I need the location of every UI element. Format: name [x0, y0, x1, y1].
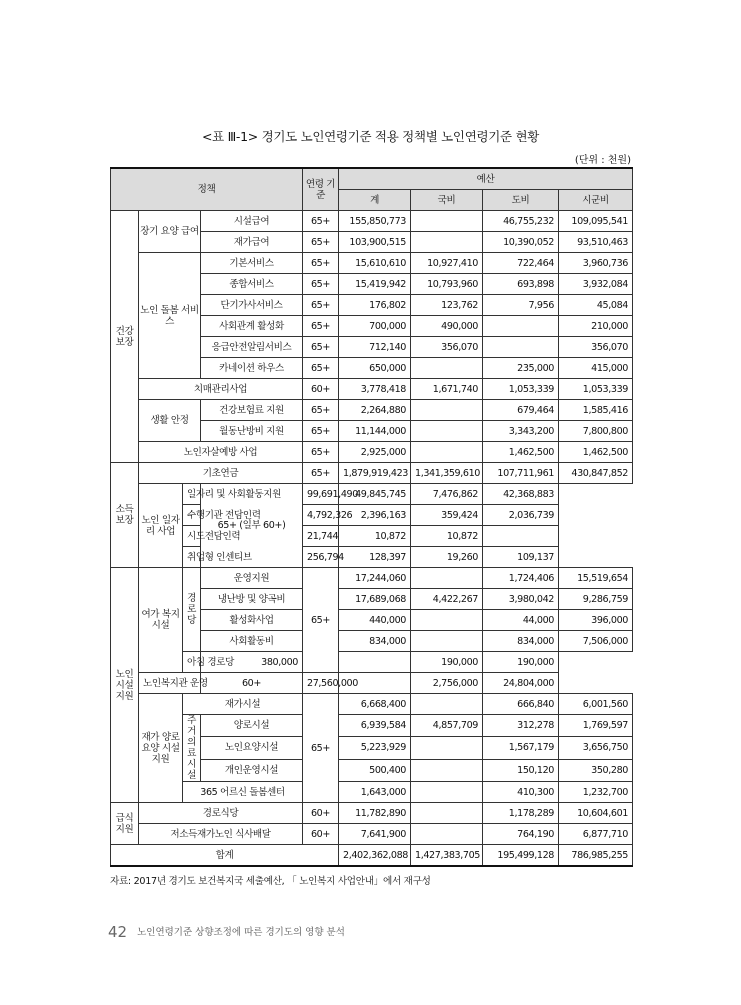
row-age: 65+	[303, 442, 339, 463]
row-province: 107,711,961	[483, 463, 559, 484]
table-row	[111, 253, 633, 274]
row-city: 210,000	[559, 316, 633, 337]
row-city: 1,053,339	[559, 379, 633, 400]
row-province: 1,567,179	[483, 737, 559, 759]
row-name: 기초연금	[139, 463, 303, 484]
row-city: 430,847,852	[559, 463, 633, 484]
row-province: 7,476,862	[411, 484, 483, 505]
group-life: 생활 안정	[139, 400, 201, 442]
header-total: 계	[339, 190, 411, 211]
row-national: 1,671,740	[411, 379, 483, 400]
row-national: 4,857,709	[411, 715, 483, 737]
row-city: 1,585,416	[559, 400, 633, 421]
row-city: 93,510,463	[559, 232, 633, 253]
row-city: 109,095,541	[559, 211, 633, 232]
row-age: 60+	[303, 803, 339, 824]
row-national	[411, 232, 483, 253]
row-total: 650,000	[339, 358, 411, 379]
row-total: 6,939,584	[339, 715, 411, 737]
row-national: 10,927,410	[411, 253, 483, 274]
table-row	[111, 673, 633, 694]
row-province: 1,178,289	[483, 803, 559, 824]
row-name: 단기가사서비스	[201, 295, 303, 316]
row-province: 359,424	[411, 505, 483, 526]
group-job: 노인 일자리 사업	[139, 484, 183, 568]
row-name: 사회활동비	[201, 631, 303, 652]
group-care: 노인 돌봄 서비스	[139, 253, 201, 379]
source-note: 자료: 2017년 경기도 보건복지국 세출예산, 「 노인복지 사업안내」에서 재구성	[110, 876, 431, 887]
budget-table	[110, 167, 633, 867]
table-row	[111, 463, 633, 484]
page-number: 42	[108, 923, 128, 941]
row-name: 수행기관 전담인력	[183, 505, 201, 526]
row-total: 15,610,610	[339, 253, 411, 274]
row-city: 2,036,739	[483, 505, 559, 526]
row-name: 치매관리사업	[139, 379, 303, 400]
table-row	[111, 547, 633, 568]
table-row	[111, 505, 633, 526]
row-city	[483, 526, 559, 547]
row-national	[411, 803, 483, 824]
page-footer	[108, 923, 345, 941]
row-national	[339, 652, 411, 673]
table-row	[111, 568, 633, 589]
row-national	[411, 737, 483, 759]
row-name: 365 어르신 돌봄센터	[183, 782, 303, 803]
row-name: 취업형 인센티브	[183, 547, 201, 568]
table-row	[111, 211, 633, 232]
row-province: 834,000	[483, 631, 559, 652]
row-age: 65+	[303, 253, 339, 274]
row-total: 440,000	[339, 610, 411, 631]
header-budget: 예산	[339, 168, 633, 190]
row-province: 3,980,042	[483, 589, 559, 610]
row-city: 350,280	[559, 759, 633, 781]
row-province: 1,462,500	[483, 442, 559, 463]
row-total: 6,668,400	[339, 694, 411, 715]
row-total: 3,778,418	[339, 379, 411, 400]
row-name: 재가시설	[183, 694, 303, 715]
row-province: 10,390,052	[483, 232, 559, 253]
row-age: 65+	[303, 295, 339, 316]
row-city: 3,932,084	[559, 274, 633, 295]
table-row	[111, 442, 633, 463]
row-total: 5,223,929	[339, 737, 411, 759]
row-city: 6,877,710	[559, 824, 633, 845]
row-total: 176,802	[339, 295, 411, 316]
row-national: 356,070	[411, 337, 483, 358]
sum-city: 786,985,255	[559, 845, 633, 867]
sum-label: 합계	[111, 845, 339, 867]
row-city: 7,800,800	[559, 421, 633, 442]
row-name: 양로시설	[201, 715, 303, 737]
group-meal: 급식 지원	[111, 803, 139, 845]
group-welfare: 노인 시설 지원	[111, 568, 139, 803]
row-name: 시설급여	[201, 211, 303, 232]
row-age: 60+	[201, 673, 303, 694]
row-city: 190,000	[483, 652, 559, 673]
row-age: 60+	[303, 824, 339, 845]
row-province: 10,872	[411, 526, 483, 547]
row-national	[411, 631, 483, 652]
row-national	[411, 782, 483, 803]
row-national: 49,845,745	[339, 484, 411, 505]
header-city: 시군비	[559, 190, 633, 211]
row-total: 2,925,000	[339, 442, 411, 463]
row-province: 1,053,339	[483, 379, 559, 400]
row-province	[483, 316, 559, 337]
row-city: 9,286,759	[559, 589, 633, 610]
group-ltc: 장기 요양 급여	[139, 211, 201, 253]
table-row	[111, 715, 633, 737]
row-province: 693,898	[483, 274, 559, 295]
row-total: 2,264,880	[339, 400, 411, 421]
row-name: 시도전담인력	[183, 526, 201, 547]
row-national: 10,872	[339, 526, 411, 547]
row-age: 65+	[303, 463, 339, 484]
sum-row	[111, 845, 633, 867]
table-row	[111, 526, 633, 547]
unit-label: (단위 : 천원)	[574, 155, 631, 166]
row-national: 123,762	[411, 295, 483, 316]
row-age: 65+	[303, 316, 339, 337]
row-name: 응급안전알림서비스	[201, 337, 303, 358]
group-residence: 재가 양로 요양 시설 지원	[139, 694, 183, 803]
row-city: 15,519,654	[559, 568, 633, 589]
row-province: 666,840	[483, 694, 559, 715]
row-name: 월동난방비 지원	[201, 421, 303, 442]
row-total: 712,140	[339, 337, 411, 358]
row-name: 노인복지관 운영	[139, 673, 201, 694]
row-city: 396,000	[559, 610, 633, 631]
row-total: 834,000	[339, 631, 411, 652]
row-age-merged: 65+	[303, 568, 339, 673]
row-total: 15,419,942	[339, 274, 411, 295]
row-name: 카네이션 하우스	[201, 358, 303, 379]
row-total: 1,643,000	[339, 782, 411, 803]
sum-total: 2,402,362,088	[339, 845, 411, 867]
table-row	[111, 379, 633, 400]
row-province	[483, 337, 559, 358]
row-age: 65+	[303, 400, 339, 421]
table-caption: <표 Ⅲ-1> 경기도 노인연령기준 적용 정책별 노인연령기준 현황	[201, 129, 540, 144]
row-national: 490,000	[411, 316, 483, 337]
group-health: 건강 보장	[111, 211, 139, 463]
row-total: 11,144,000	[339, 421, 411, 442]
row-total: 17,244,060	[339, 568, 411, 589]
row-national	[411, 358, 483, 379]
row-province: 2,756,000	[411, 673, 483, 694]
row-total: 4,792,326	[303, 505, 339, 526]
row-name: 기본서비스	[201, 253, 303, 274]
row-age: 65+	[303, 337, 339, 358]
row-total: 11,782,890	[339, 803, 411, 824]
row-name: 활성화사업	[201, 610, 303, 631]
group-income: 소득 보장	[111, 463, 139, 568]
row-national	[411, 400, 483, 421]
row-national: 1,341,359,610	[411, 463, 483, 484]
header-national: 국비	[411, 190, 483, 211]
row-name: 아침 경로당	[183, 652, 201, 673]
sum-national: 1,427,383,705	[411, 845, 483, 867]
row-age: 65+	[303, 211, 339, 232]
row-province: 190,000	[411, 652, 483, 673]
row-city: 1,462,500	[559, 442, 633, 463]
row-city: 109,137	[483, 547, 559, 568]
table-row	[111, 400, 633, 421]
row-province: 7,956	[483, 295, 559, 316]
row-province: 46,755,232	[483, 211, 559, 232]
row-name: 노인요양시설	[201, 737, 303, 759]
row-national	[411, 610, 483, 631]
row-province: 1,724,406	[483, 568, 559, 589]
table-row	[111, 694, 633, 715]
row-name: 재가급여	[201, 232, 303, 253]
row-total: 99,691,490	[303, 484, 339, 505]
footer-title: 노인연령기준 상향조정에 따른 경기도의 영향 분석	[137, 927, 345, 938]
group-housing: 주거 의료 시설	[183, 715, 201, 782]
header-policy: 정책	[111, 168, 303, 211]
row-name: 냉난방 및 양곡비	[201, 589, 303, 610]
table-row	[111, 782, 633, 803]
row-age: 65+	[303, 421, 339, 442]
row-province: 150,120	[483, 759, 559, 781]
table-row	[111, 824, 633, 845]
row-national: 128,397	[339, 547, 411, 568]
row-age-merged: 65+	[303, 694, 339, 803]
row-national	[411, 421, 483, 442]
table-row	[111, 803, 633, 824]
row-total: 103,900,515	[339, 232, 411, 253]
row-total: 256,794	[303, 547, 339, 568]
row-province: 44,000	[483, 610, 559, 631]
row-national: 2,396,163	[339, 505, 411, 526]
row-national	[411, 568, 483, 589]
table-row	[111, 484, 633, 505]
row-city: 24,804,000	[483, 673, 559, 694]
table-row	[111, 652, 633, 673]
row-national	[411, 759, 483, 781]
row-total: 17,689,068	[339, 589, 411, 610]
row-name: 경로식당	[139, 803, 303, 824]
row-age: 60+	[303, 379, 339, 400]
row-total: 27,560,000	[303, 673, 339, 694]
row-name: 운영지원	[201, 568, 303, 589]
row-city: 1,232,700	[559, 782, 633, 803]
row-province: 410,300	[483, 782, 559, 803]
row-national	[411, 211, 483, 232]
row-province: 19,260	[411, 547, 483, 568]
row-total: 700,000	[339, 316, 411, 337]
row-national: 4,422,267	[411, 589, 483, 610]
row-name: 일자리 및 사회활동지원	[183, 484, 201, 505]
row-name: 사회관계 활성화	[201, 316, 303, 337]
header-age: 연령 기준	[303, 168, 339, 211]
row-age-merged: 65+ (일부 60+)	[201, 484, 303, 568]
row-city: 356,070	[559, 337, 633, 358]
row-age: 65+	[303, 274, 339, 295]
row-national: 10,793,960	[411, 274, 483, 295]
row-total: 500,400	[339, 759, 411, 781]
row-city: 42,368,883	[483, 484, 559, 505]
row-province: 764,190	[483, 824, 559, 845]
row-city: 3,656,750	[559, 737, 633, 759]
row-name: 종합서비스	[201, 274, 303, 295]
row-total: 7,641,900	[339, 824, 411, 845]
row-province: 679,464	[483, 400, 559, 421]
row-city: 1,769,597	[559, 715, 633, 737]
row-city: 3,960,736	[559, 253, 633, 274]
row-total: 1,879,919,423	[339, 463, 411, 484]
row-city: 6,001,560	[559, 694, 633, 715]
row-name: 개인운영시설	[201, 759, 303, 781]
row-city: 45,084	[559, 295, 633, 316]
row-province: 3,343,200	[483, 421, 559, 442]
row-national	[411, 442, 483, 463]
row-national	[411, 694, 483, 715]
row-province: 312,278	[483, 715, 559, 737]
row-name: 노인자살예방 사업	[139, 442, 303, 463]
header-province: 도비	[483, 190, 559, 211]
row-total: 21,744	[303, 526, 339, 547]
sum-province: 195,499,128	[483, 845, 559, 867]
row-name: 저소득재가노인 식사배달	[139, 824, 303, 845]
group-seniorcenter: 경로당	[183, 568, 201, 652]
group-leisure: 여가 복지 시설	[139, 568, 183, 673]
row-city: 7,506,000	[559, 631, 633, 652]
row-name: 건강보험료 지원	[201, 400, 303, 421]
row-total: 380,000	[201, 652, 303, 673]
row-province: 235,000	[483, 358, 559, 379]
row-age: 65+	[303, 232, 339, 253]
row-total: 155,850,773	[339, 211, 411, 232]
row-age: 65+	[303, 358, 339, 379]
row-province: 722,464	[483, 253, 559, 274]
row-city: 415,000	[559, 358, 633, 379]
row-city: 10,604,601	[559, 803, 633, 824]
row-national	[411, 824, 483, 845]
